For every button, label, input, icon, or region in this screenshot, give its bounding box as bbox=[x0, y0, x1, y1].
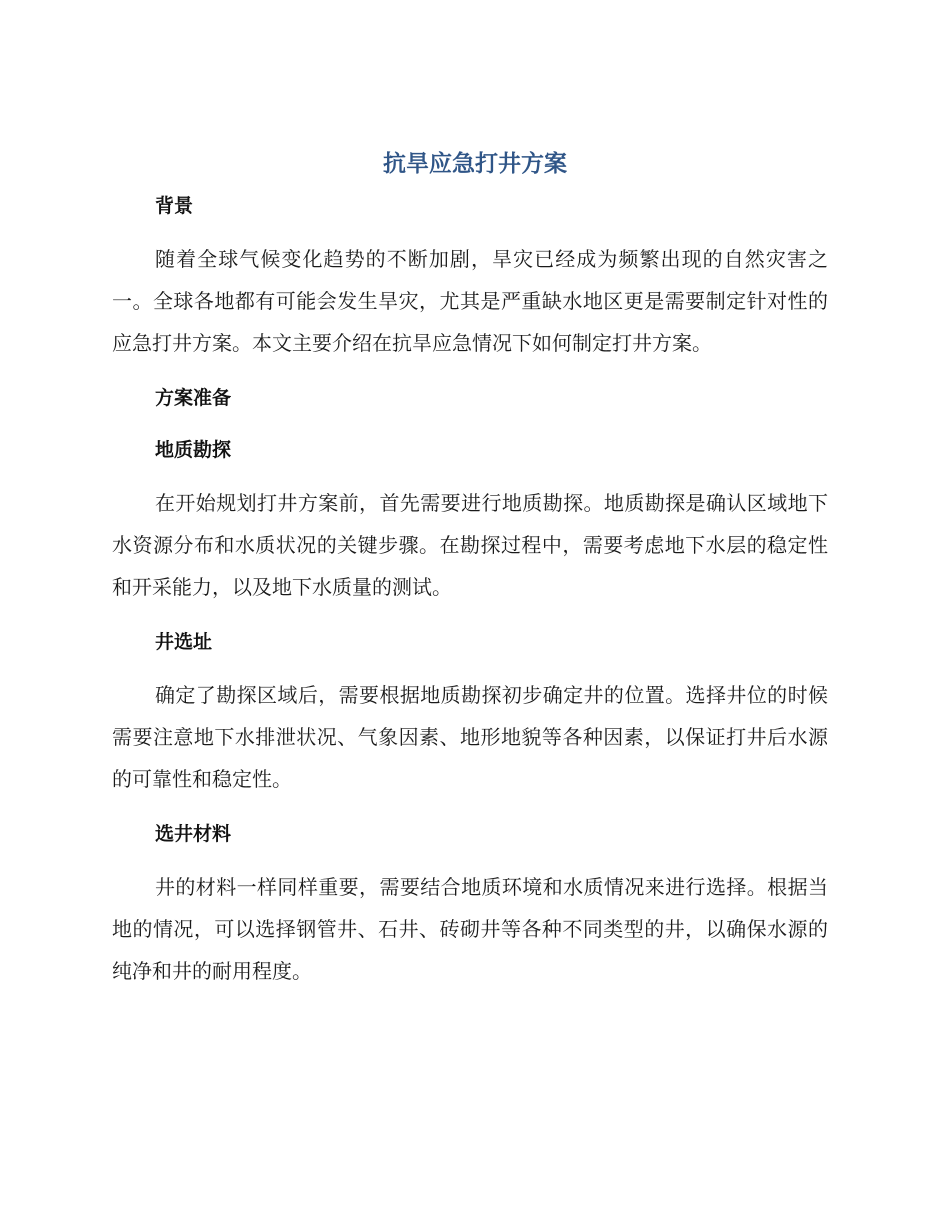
section-paragraph-well-site-selection: 确定了勘探区域后，需要根据地质勘探初步确定井的位置。选择井位的时候需要注意地下水排泄状况、气象因素、地形地貌等各种因素，以保证打井后水源的可靠性和稳定性。 bbox=[112, 683, 828, 791]
section-paragraph-background: 随着全球气候变化趋势的不断加剧，旱灾已经成为频繁出现的自然灾害之一。全球各地都有可能会发生旱灾，尤其是严重缺水地区更是需要制定针对性的应急打井方案。本文主要介绍在抗旱应急情况下如何制定打井方案。 bbox=[112, 247, 828, 355]
section-heading-plan-preparation: 方案准备 bbox=[155, 387, 232, 409]
document-title: 抗旱应急打井方案 bbox=[383, 151, 567, 177]
section-paragraph-well-materials: 井的材料一样同样重要，需要结合地质环境和水质情况来进行选择。根据当地的情况，可以选择钢管井、石井、砖砌井等各种不同类型的井，以确保水源的纯净和井的耐用程度。 bbox=[112, 875, 828, 983]
document-body bbox=[112, 186, 828, 992]
section-heading-geological-survey: 地质勘探 bbox=[155, 439, 232, 461]
section-paragraph-geological-survey: 在开始规划打井方案前，首先需要进行地质勘探。地质勘探是确认区域地下水资源分布和水质状况的关键步骤。在勘探过程中，需要考虑地下水层的稳定性和开采能力，以及地下水质量的测试。 bbox=[112, 491, 828, 599]
section-heading-background: 背景 bbox=[155, 195, 194, 217]
section-heading-well-materials: 选井材料 bbox=[155, 823, 232, 845]
section-heading-well-site-selection: 井选址 bbox=[155, 631, 213, 653]
